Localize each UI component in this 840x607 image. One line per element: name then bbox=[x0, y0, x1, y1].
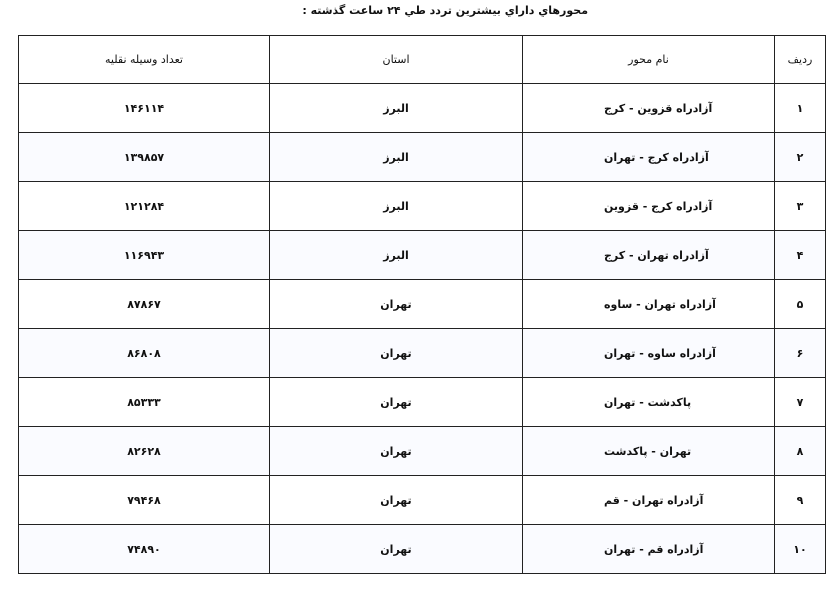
province-cell: البرز bbox=[270, 182, 523, 231]
table-row bbox=[19, 525, 826, 574]
table-row bbox=[19, 133, 826, 182]
province-cell: تهران bbox=[270, 329, 523, 378]
row-number-cell: ۸ bbox=[775, 427, 826, 476]
route-name-cell: آزادراه كرج - تهران bbox=[523, 133, 775, 182]
table-row bbox=[19, 476, 826, 525]
row-number-cell: ۱ bbox=[775, 84, 826, 133]
route-name-cell: آزادراه قم - تهران bbox=[523, 525, 775, 574]
table-row bbox=[19, 231, 826, 280]
header-route-name: نام محور bbox=[523, 36, 775, 84]
table-row bbox=[19, 378, 826, 427]
route-name-cell: آزادراه كرج - قزوين bbox=[523, 182, 775, 231]
vehicle-count-cell: ۱۱۶۹۴۳ bbox=[19, 231, 270, 280]
vehicle-count-cell: ۱۲۱۲۸۴ bbox=[19, 182, 270, 231]
vehicle-count-cell: ۸۷۸۶۷ bbox=[19, 280, 270, 329]
vehicle-count-cell: ۱۴۶۱۱۴ bbox=[19, 84, 270, 133]
route-name-cell: تهران - پاكدشت bbox=[523, 427, 775, 476]
province-cell: البرز bbox=[270, 231, 523, 280]
table-row bbox=[19, 84, 826, 133]
route-name-cell: آزادراه تهران - ساوه bbox=[523, 280, 775, 329]
header-province: استان bbox=[270, 36, 523, 84]
table-row bbox=[19, 182, 826, 231]
route-name-cell: پاكدشت - تهران bbox=[523, 378, 775, 427]
header-vehicle-count: تعداد وسيله نقليه bbox=[19, 36, 270, 84]
row-number-cell: ۷ bbox=[775, 378, 826, 427]
table-row bbox=[19, 427, 826, 476]
province-cell: تهران bbox=[270, 525, 523, 574]
row-number-cell: ۱۰ bbox=[775, 525, 826, 574]
vehicle-count-cell: ۸۶۸۰۸ bbox=[19, 329, 270, 378]
row-number-cell: ۴ bbox=[775, 231, 826, 280]
table-row bbox=[19, 280, 826, 329]
table-header-row bbox=[19, 36, 826, 84]
vehicle-count-cell: ۷۴۸۹۰ bbox=[19, 525, 270, 574]
row-number-cell: ۳ bbox=[775, 182, 826, 231]
row-number-cell: ۶ bbox=[775, 329, 826, 378]
row-number-cell: ۵ bbox=[775, 280, 826, 329]
route-name-cell: آزادراه ساوه - تهران bbox=[523, 329, 775, 378]
province-cell: البرز bbox=[270, 133, 523, 182]
route-name-cell: آزادراه تهران - قم bbox=[523, 476, 775, 525]
route-name-cell: آزادراه تهران - كرج bbox=[523, 231, 775, 280]
table-row bbox=[19, 329, 826, 378]
vehicle-count-cell: ۱۳۹۸۵۷ bbox=[19, 133, 270, 182]
page-heading: محورهاي داراي بيشترين تردد طي ۲۴ ساعت گذشته : bbox=[302, 4, 588, 17]
vehicle-count-cell: ۸۵۳۳۳ bbox=[19, 378, 270, 427]
province-cell: تهران bbox=[270, 378, 523, 427]
province-cell: تهران bbox=[270, 427, 523, 476]
row-number-cell: ۹ bbox=[775, 476, 826, 525]
vehicle-count-cell: ۸۲۶۲۸ bbox=[19, 427, 270, 476]
province-cell: البرز bbox=[270, 84, 523, 133]
province-cell: تهران bbox=[270, 280, 523, 329]
header-row-number: رديف bbox=[775, 36, 826, 84]
row-number-cell: ۲ bbox=[775, 133, 826, 182]
route-name-cell: آزادراه قزوين - كرج bbox=[523, 84, 775, 133]
vehicle-count-cell: ۷۹۴۶۸ bbox=[19, 476, 270, 525]
traffic-table bbox=[18, 35, 826, 574]
province-cell: تهران bbox=[270, 476, 523, 525]
